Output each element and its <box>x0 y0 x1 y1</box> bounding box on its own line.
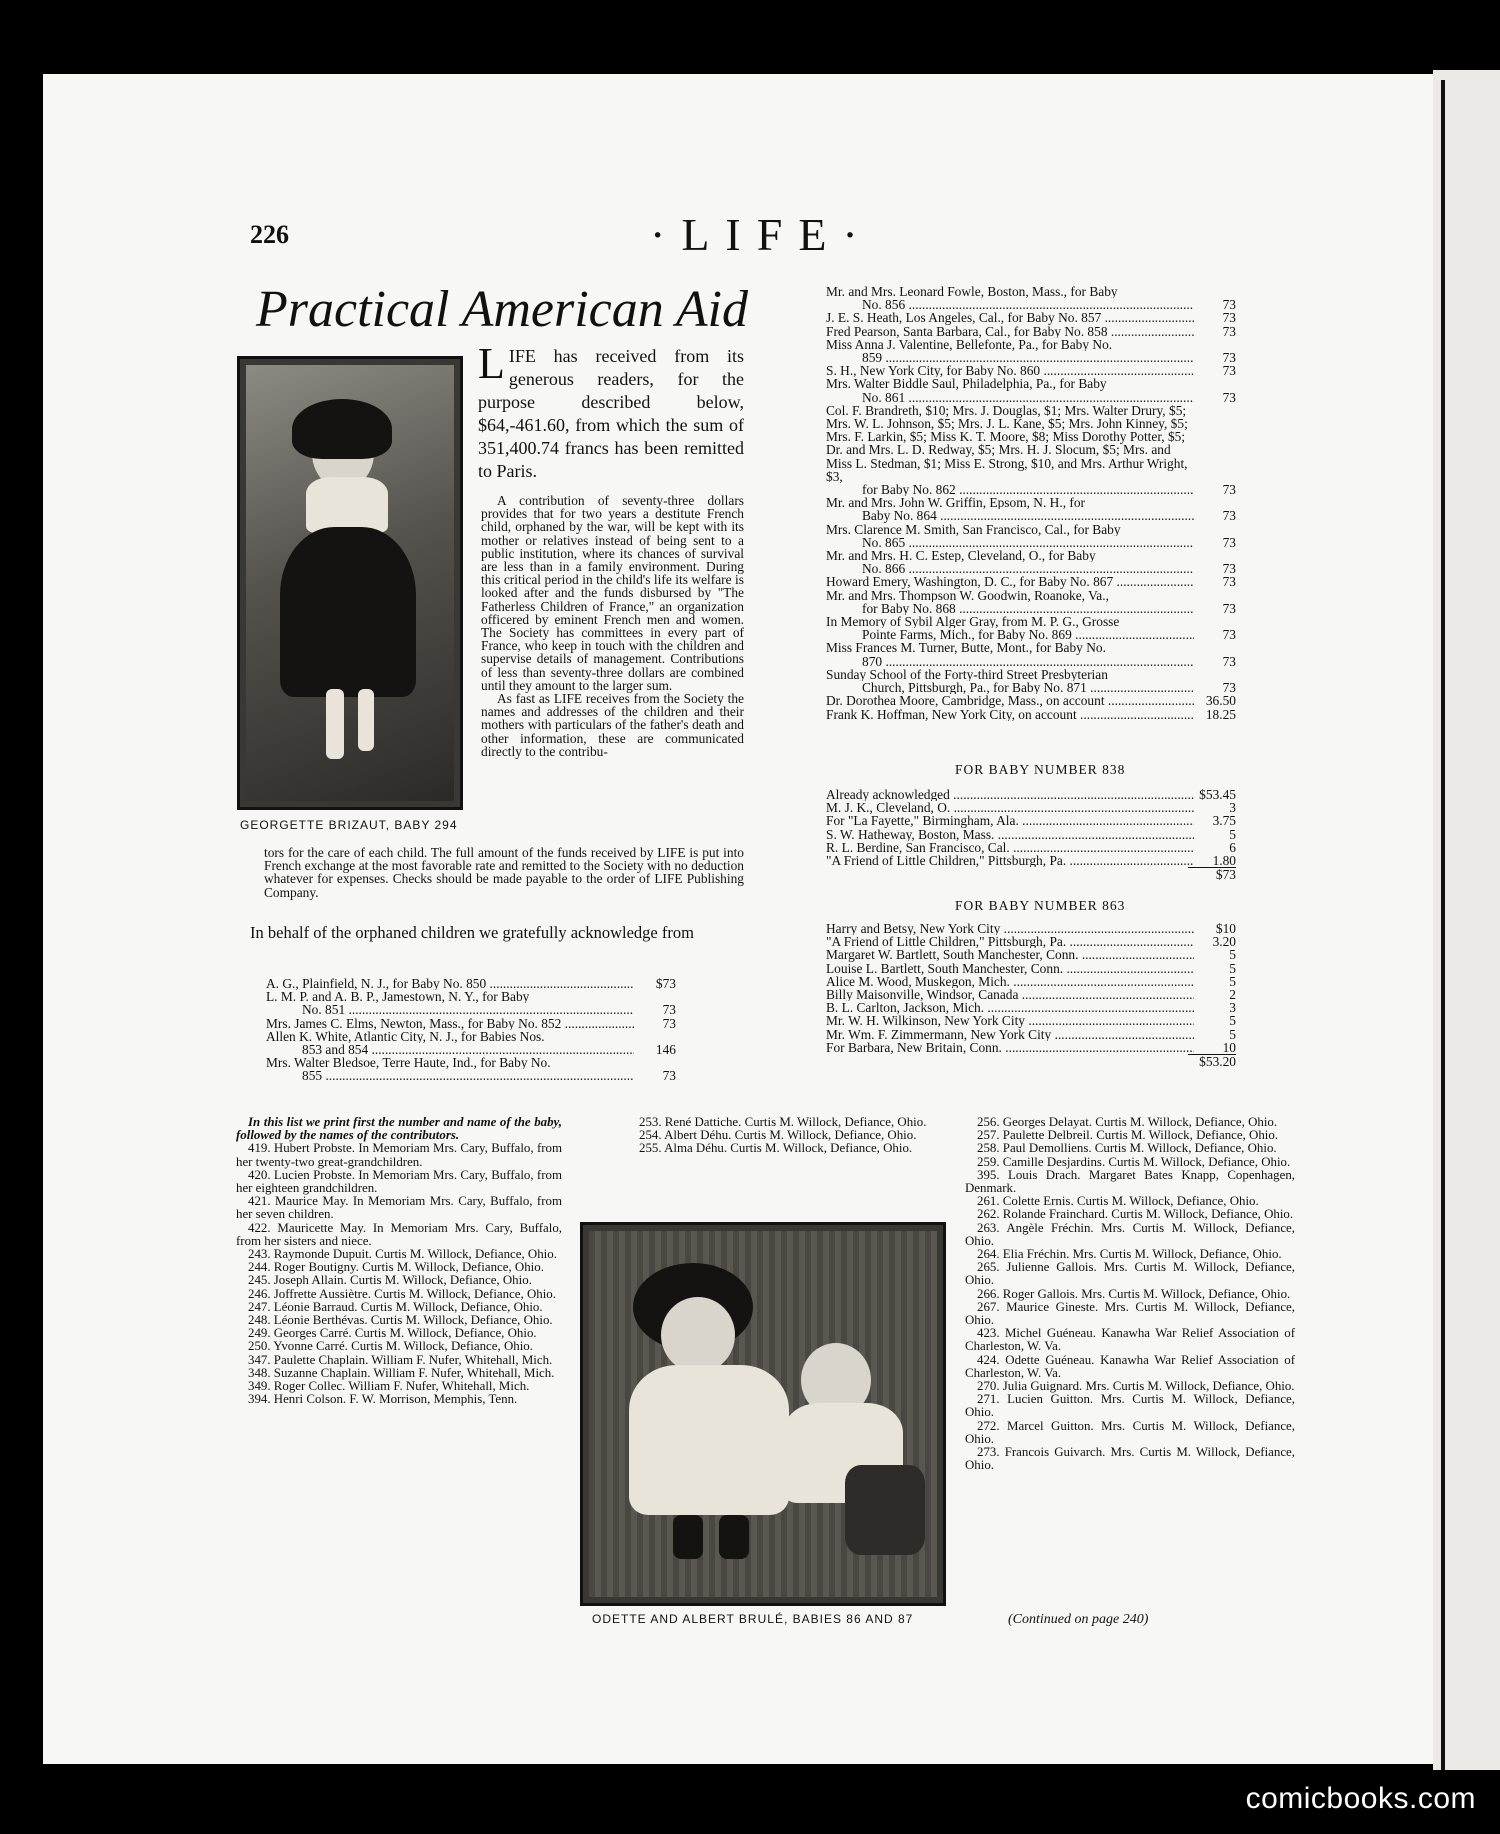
contribution-row <box>826 351 1236 364</box>
contribution-row <box>826 655 1236 668</box>
contribution-amount: 73 <box>1222 508 1236 524</box>
contribution-row <box>826 523 1236 536</box>
contribution-row <box>826 562 1236 575</box>
contribution-amount: 5 <box>1229 826 1236 842</box>
baby-entry: 422. Mauricette May. In Memoriam Mrs. Cary, Buffalo, from her sisters and niece. <box>236 1220 562 1248</box>
contribution-text: No. 856 ..... <box>826 298 1194 311</box>
contribution-amount: $10 <box>1215 921 1236 936</box>
contribution-row <box>826 975 1236 988</box>
baby-entry: 421. Maurice May. In Memoriam Mrs. Cary, Buffalo, from her seven children. <box>236 1194 562 1222</box>
contribution-text: Alice M. Wood, Muskegon, Mich. ..... <box>826 975 1194 988</box>
contribution-row <box>826 1041 1236 1054</box>
baby-entry: 270. Julia Guignard. Mrs. Curtis M. Willock, Defiance, Ohio. <box>977 1379 1295 1394</box>
contribution-amount: 146 <box>655 1042 676 1058</box>
contribution-amount: 5 <box>1229 947 1236 963</box>
baby-entry: 262. Rolande Frainchard. Curtis M. Willock, Defiance, Ohio. <box>977 1207 1294 1222</box>
contribution-amount: 10 <box>1222 1039 1236 1055</box>
baby-entry: 246. Joffrette Aussiètre. Curtis M. Willock, Defiance, Ohio. <box>248 1286 556 1301</box>
contribution-amount: 73 <box>1222 627 1236 643</box>
contribution-text: Billy Maisonville, Windsor, Canada ..... <box>826 988 1194 1001</box>
baby-entry: 249. Georges Carré. Curtis M. Willock, Defiance, Ohio. <box>248 1326 537 1341</box>
contribution-row <box>826 549 1236 562</box>
contribution-amount <box>1194 404 1236 483</box>
contribution-row <box>826 628 1236 641</box>
baby-entry: 244. Roger Boutigny. Curtis M. Willock, Defiance, Ohio. <box>248 1260 544 1275</box>
contribution-amount: 5 <box>1229 960 1236 976</box>
contribution-text: R. L. Berdine, San Francisco, Cal. ..... <box>826 841 1194 854</box>
baby-entry: 266. Roger Gallois. Mrs. Curtis M. Willock, Defiance, Ohio. <box>977 1286 1291 1301</box>
baby-863-list <box>826 922 1236 1068</box>
article-title: Practical American Aid <box>256 281 748 338</box>
contribution-text: for Baby No. 862 ..... <box>826 483 1194 496</box>
baby-entry: 250. Yvonne Carré. Curtis M. Willock, Defiance, Ohio. <box>248 1339 533 1354</box>
contribution-text: Baby No. 864 ..... <box>826 509 1194 522</box>
baby-entry: 254. Albert Déhu. Curtis M. Willock, Defiance, Ohio. <box>639 1128 917 1143</box>
babies-list-col1 <box>236 1116 562 1406</box>
contribution-row <box>826 496 1236 509</box>
baby-entry: 255. Alma Déhu. Curtis M. Willock, Defiance, Ohio. <box>639 1141 913 1156</box>
contribution-text: No. 866 ..... <box>826 562 1194 575</box>
acknowledge-heading: In behalf of the orphaned children we gratefully acknowledge from <box>250 923 694 942</box>
contribution-amount: 18.25 <box>1205 706 1236 722</box>
contribution-text: L. M. P. and A. B. P., Jamestown, N. Y., for Baby <box>266 990 530 1004</box>
baby-entry: 247. Léonie Barraud. Curtis M. Willock, Defiance, Ohio. <box>248 1299 543 1314</box>
contribution-text: No. 865 ..... <box>826 536 1194 549</box>
contribution-row <box>826 536 1236 549</box>
right-contributions-list <box>826 285 1236 721</box>
baby-entry: 273. Francois Guivarch. Mrs. Curtis M. Willock, Defiance, Ohio. <box>965 1445 1295 1473</box>
contribution-amount: 73 <box>1222 363 1236 379</box>
total-amount: $53.20 <box>1199 1054 1236 1070</box>
baby-entry: 261. Colette Ernis. Curtis M. Willock, Defiance, Ohio. <box>977 1194 1259 1209</box>
baby-entry: 263. Angèle Fréchin. Mrs. Curtis M. Willock, Defiance, Ohio. <box>965 1220 1295 1248</box>
photo-odette-albert-brule <box>580 1222 946 1606</box>
watermark: comicbooks.com <box>1245 1782 1476 1815</box>
lead-text: IFE has received from its generous readers, for the purpose described below, $64,-461.60, from which the sum of 351,400.74 francs has been remitted to Paris. <box>478 346 744 481</box>
facing-page-edge <box>1433 70 1500 1770</box>
contribution-amount: 73 <box>1222 653 1236 669</box>
contribution-row <box>826 854 1236 867</box>
contribution-text: Church, Pittsburgh, Pa., for Baby No. 871 ..... <box>826 681 1194 694</box>
contribution-text: Louise L. Bartlett, South Manchester, Conn. ..... <box>826 962 1194 975</box>
babies-list-col2 <box>627 1116 933 1156</box>
contribution-amount: 5 <box>1229 1026 1236 1042</box>
contribution-amount: 73 <box>1222 297 1236 313</box>
baby-entry: 243. Raymonde Dupuit. Curtis M. Willock, Defiance, Ohio. <box>248 1247 557 1262</box>
baby-863-heading: FOR BABY NUMBER 863 <box>955 898 1126 913</box>
contribution-row <box>826 404 1236 483</box>
babies-list-col3 <box>965 1116 1295 1472</box>
contribution-text: J. E. S. Heath, Los Angeles, Cal., for Baby No. 857 ..... <box>826 311 1194 324</box>
contribution-text: Mrs. Clarence M. Smith, San Francisco, Cal., for Baby <box>826 522 1121 536</box>
contribution-row <box>826 575 1236 588</box>
contribution-row <box>266 1069 676 1082</box>
contribution-row <box>826 509 1236 522</box>
contribution-row <box>266 977 676 990</box>
contribution-amount: 6 <box>1229 839 1236 855</box>
contribution-text: Sunday School of the Forty-third Street Presbyterian <box>826 667 1108 682</box>
total-amount: $73 <box>1215 867 1236 883</box>
contribution-text: Mrs. Walter Biddle Saul, Philadelphia, Pa., for Baby <box>826 377 1107 391</box>
contribution-text: For "La Fayette," Birmingham, Ala. ..... <box>826 814 1194 827</box>
contribution-row <box>826 298 1236 311</box>
baby-entry: 419. Hubert Probste. In Memoriam Mrs. Cary, Buffalo, from her twenty-two great-grandchildren. <box>236 1141 562 1169</box>
contribution-amount: 2 <box>1229 987 1236 1003</box>
contribution-text: Already acknowledged ..... <box>826 788 1194 801</box>
contribution-row <box>266 1030 676 1043</box>
baby-entry: 258. Paul Demolliens. Curtis M. Willock, Defiance, Ohio. <box>977 1141 1277 1156</box>
contribution-text: S. W. Hatheway, Boston, Mass. ..... <box>826 828 1194 841</box>
body-paragraph-2a: As fast as LIFE receives from the Society the names and addresses of the children and their mothers with particulars of the father's death and other information, these are communicated directly to the contribu- <box>481 691 744 759</box>
contribution-row <box>826 668 1236 681</box>
baby-838-list <box>826 788 1236 881</box>
contribution-row <box>826 681 1236 694</box>
contribution-text: Harry and Betsy, New York City ..... <box>826 922 1194 935</box>
contribution-amount: $53.45 <box>1199 787 1236 802</box>
contribution-row <box>826 325 1236 338</box>
baby-entry: 395. Louis Drach. Margaret Bates Knapp, Copenhagen, Denmark. <box>965 1167 1295 1196</box>
contribution-text: In Memory of Sybil Alger Gray, from M. P. G., Grosse <box>826 615 1120 629</box>
contribution-row <box>266 1003 676 1016</box>
contribution-amount <box>1194 589 1236 602</box>
contribution-amount: 3 <box>1229 1000 1236 1016</box>
contribution-text: Mrs. Walter Bledsoe, Terre Haute, Ind., for Baby No. <box>266 1056 551 1070</box>
contribution-amount: 73 <box>1222 534 1236 550</box>
contribution-row <box>826 814 1236 827</box>
contribution-text: Pointe Farms, Mich., for Baby No. 869 ..... <box>826 628 1194 641</box>
contribution-amount: 5 <box>1229 1013 1236 1029</box>
contribution-amount <box>1194 641 1236 654</box>
baby-entry: 423. Michel Guéneau. Kanawha War Relief Association of Charleston, W. Va. <box>965 1326 1295 1354</box>
contribution-row <box>826 694 1236 707</box>
contribution-row <box>826 1014 1236 1027</box>
contribution-row <box>266 1043 676 1056</box>
baby-entry: 394. Henri Colson. F. W. Morrison, Memphis, Tenn. <box>248 1392 518 1407</box>
contribution-row <box>826 801 1236 814</box>
contribution-text: For Barbara, New Britain, Conn. ..... <box>826 1041 1194 1054</box>
baby-entry: 349. Roger Collec. William F. Nufer, Whitehall, Mich. <box>248 1379 530 1394</box>
baby-entry: 259. Camille Desjardins. Curtis M. Willock, Defiance, Ohio. <box>977 1154 1291 1169</box>
contribution-amount: 73 <box>1222 482 1236 498</box>
contribution-text: Mr. Wm. F. Zimmermann, New York City ..... <box>826 1028 1194 1041</box>
contribution-text: B. L. Carlton, Jackson, Mich. ..... <box>826 1001 1194 1014</box>
drop-cap: L <box>478 339 505 388</box>
contribution-amount: 36.50 <box>1205 693 1236 709</box>
contribution-text: Mr. and Mrs. Thompson W. Goodwin, Roanoke, Va., <box>826 588 1109 602</box>
baby-entry: 265. Julienne Gallois. Mrs. Curtis M. Willock, Defiance, Ohio. <box>965 1260 1295 1288</box>
contribution-row <box>826 948 1236 961</box>
left-contributions-list <box>266 977 676 1083</box>
body-paragraph-2b: tors for the care of each child. The full amount of the funds received by LIFE is put into French exchange at the most favorable rate and remitted to the Society with no deduction whatever for expenses. Checks should be made payable to the order of LIFE Publishing Company. <box>264 845 744 900</box>
contribution-text: No. 861 ..... <box>826 391 1194 404</box>
baby-entry: 271. Lucien Guitton. Mrs. Curtis M. Willock, Defiance, Ohio. <box>965 1392 1295 1420</box>
contribution-row <box>826 935 1236 948</box>
contribution-text: "A Friend of Little Children," Pittsburgh, Pa. ..... <box>826 935 1194 948</box>
page-number: 226 <box>250 220 289 249</box>
photo-georgette-brizaut <box>237 356 463 810</box>
contribution-row <box>266 1017 676 1030</box>
contribution-row <box>826 602 1236 615</box>
contribution-row <box>826 962 1236 975</box>
contribution-amount: 5 <box>1229 973 1236 989</box>
baby-entry: 253. René Dattiche. Curtis M. Willock, Defiance, Ohio. <box>639 1115 927 1129</box>
contribution-text: Col. F. Brandreth, $10; Mrs. J. Douglas, $1; Mrs. Walter Drury, $5; Mrs. W. L. Johnson, $5; Mrs. J. L. Kane, $5; Mrs. John Kinney, $5; Mrs. F. Larkin, $5; Miss K. T. Moore, $8; Miss Dorothy Potter, $5; Dr. and Mrs. L. D. Redway, $5; Mrs. H. J. Slocum, $5; Mrs. and Miss L. Stedman, $1; Miss E. Strong, $10, and Mrs. Arthur Wright, $3, <box>826 403 1188 484</box>
contribution-row <box>826 615 1236 628</box>
baby-entry: 267. Maurice Gineste. Mrs. Curtis M. Willock, Defiance, Ohio. <box>965 1299 1295 1328</box>
continued-note: (Continued on page 240) <box>1008 1612 1149 1627</box>
contribution-amount: 73 <box>1222 350 1236 366</box>
body-paragraph-1: A contribution of seventy-three dollars provides that for two years a destitute French child, orphaned by the war, will be kept with its mother or relatives instead of being sent to a public institution, where its chances of survival are less than in a family environment. During this critical period in the child's life its welfare is looked after and the funds disbursed by "The Fatherless Children of France," an organization officered by eminent French men and women. The Society has committees in every part of France, who keep in touch with the children and supervise details of management. Contributions of less than seventy-three dollars are combined until they amount to the larger sum. As fast as LIFE receives from the Society the names and addresses of the children and their mothers with particulars of the father's death and other information, these are communicated directly to the contribu- <box>481 493 744 759</box>
contribution-amount: 73 <box>1222 310 1236 326</box>
contribution-text: Allen K. White, Atlantic City, N. J., for Babies Nos. <box>266 1029 545 1044</box>
photo1-caption: GEORGETTE BRIZAUT, BABY 294 <box>240 818 458 832</box>
contribution-amount <box>1194 377 1236 390</box>
masthead: ·LIFE· <box>650 209 874 260</box>
contribution-row <box>826 1028 1236 1041</box>
contribution-text: Mr. W. H. Wilkinson, New York City ..... <box>826 1014 1194 1027</box>
contribution-amount: $73 <box>655 976 676 991</box>
contribution-text: Miss Frances M. Turner, Butte, Mont., for Baby No. <box>826 641 1106 655</box>
contribution-text: "A Friend of Little Children," Pittsburgh, Pa. ..... <box>826 854 1194 867</box>
contribution-text: 859 ..... <box>826 351 1194 364</box>
contribution-row <box>826 988 1236 1001</box>
contribution-row <box>266 1056 676 1069</box>
baby-entry: 348. Suzanne Chaplain. William F. Nufer, Whitehall, Mich. <box>248 1365 555 1380</box>
contribution-row <box>826 285 1236 298</box>
contribution-amount <box>1194 523 1236 536</box>
photo2-caption: ODETTE AND ALBERT BRULÉ, BABIES 86 AND 87 <box>592 1612 914 1626</box>
contribution-amount: 3 <box>1229 800 1236 816</box>
contribution-row <box>266 990 676 1003</box>
contribution-text: for Baby No. 868 ..... <box>826 602 1194 615</box>
contribution-amount: 73 <box>1222 561 1236 577</box>
contribution-row <box>826 841 1236 854</box>
contribution-amount: 73 <box>1222 389 1236 405</box>
contribution-text: Mr. and Mrs. John W. Griffin, Epsom, N. H., for <box>826 496 1086 510</box>
contribution-row <box>826 828 1236 841</box>
contribution-amount: 73 <box>1222 680 1236 696</box>
baby-entry: 245. Joseph Allain. Curtis M. Willock, Defiance, Ohio. <box>248 1273 532 1288</box>
contribution-text: 855 ..... <box>266 1069 634 1082</box>
contribution-amount: 73 <box>662 1002 676 1018</box>
contribution-row <box>826 338 1236 351</box>
baby-entry: 272. Marcel Guitton. Mrs. Curtis M. Willock, Defiance, Ohio. <box>965 1418 1295 1446</box>
contribution-text: No. 851 ..... <box>266 1003 634 1016</box>
contribution-amount: 3.75 <box>1212 813 1236 829</box>
baby-entry: 256. Georges Delayat. Curtis M. Willock, Defiance, Ohio. <box>977 1115 1278 1129</box>
page-gutter-rule <box>1441 80 1445 1770</box>
contribution-text: 853 and 854 ..... <box>266 1043 634 1056</box>
contribution-amount: 73 <box>662 1015 676 1031</box>
contribution-amount: 73 <box>662 1068 676 1084</box>
contribution-text: Mr. and Mrs. H. C. Estep, Cleveland, O., for Baby <box>826 549 1096 563</box>
contribution-amount: 1.80 <box>1212 853 1236 869</box>
contribution-text: Dr. Dorothea Moore, Cambridge, Mass., on account ..... <box>826 694 1194 707</box>
contribution-row <box>826 641 1236 654</box>
contribution-row <box>826 708 1236 721</box>
contribution-row <box>826 788 1236 801</box>
contribution-row <box>826 589 1236 602</box>
contribution-text: Margaret W. Bartlett, South Manchester, Conn. ..... <box>826 948 1194 961</box>
contribution-row <box>826 483 1236 496</box>
baby-entry: 420. Lucien Probste. In Memoriam Mrs. Cary, Buffalo, from her eighteen grandchildren. <box>236 1167 562 1196</box>
contribution-amount: 73 <box>1222 323 1236 339</box>
lead-paragraph <box>478 339 744 483</box>
baby-838-heading: FOR BABY NUMBER 838 <box>955 762 1126 777</box>
contribution-text: S. H., New York City, for Baby No. 860 ..... <box>826 364 1194 377</box>
contribution-row <box>826 1001 1236 1014</box>
contribution-text: Fred Pearson, Santa Barbara, Cal., for Baby No. 858 ..... <box>826 325 1194 338</box>
baby-entry: 424. Odette Guéneau. Kanawha War Relief Association of Charleston, W. Va. <box>965 1352 1295 1380</box>
baby-entry: 347. Paulette Chaplain. William F. Nufer, Whitehall, Mich. <box>248 1352 553 1367</box>
baby-entry: 257. Paulette Delbreil. Curtis M. Willock, Defiance, Ohio. <box>977 1128 1279 1143</box>
contribution-amount: 73 <box>1222 574 1236 590</box>
contribution-text: Frank K. Hoffman, New York City, on account ..... <box>826 708 1194 721</box>
contribution-text: A. G., Plainfield, N. J., for Baby No. 850 ..... <box>266 977 634 990</box>
baby-entry: 248. Léonie Berthévas. Curtis M. Willock, Defiance, Ohio. <box>248 1313 553 1328</box>
contribution-amount: 3.20 <box>1212 934 1236 950</box>
contribution-text: Mrs. James C. Elms, Newton, Mass., for Baby No. 852 ..... <box>266 1017 634 1030</box>
baby-entry: 264. Elia Fréchin. Mrs. Curtis M. Willock, Defiance, Ohio. <box>977 1247 1282 1262</box>
contribution-row <box>826 922 1236 935</box>
contribution-row <box>826 364 1236 377</box>
contribution-row <box>826 391 1236 404</box>
contribution-text: Mr. and Mrs. Leonard Fowle, Boston, Mass., for Baby <box>826 285 1118 299</box>
contribution-text: M. J. K., Cleveland, O. ..... <box>826 801 1194 814</box>
contribution-amount: 73 <box>1222 600 1236 616</box>
contribution-row <box>826 377 1236 390</box>
contribution-text: Miss Anna J. Valentine, Bellefonte, Pa., for Baby No. <box>826 337 1113 352</box>
list-intro: In this list we print first the number and name of the baby, followed by the names of the contributors. <box>236 1115 562 1143</box>
contribution-row <box>826 311 1236 324</box>
contribution-text: Howard Emery, Washington, D. C., for Baby No. 867 ..... <box>826 575 1194 588</box>
contribution-text: 870 ..... <box>826 655 1194 668</box>
